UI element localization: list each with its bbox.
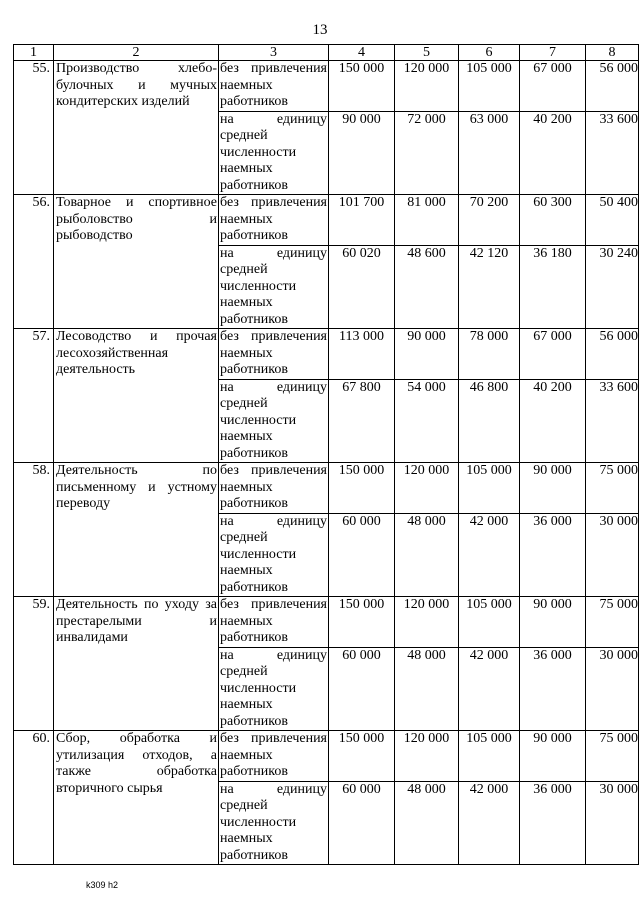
- row-number: 59.: [14, 597, 54, 731]
- document-code: k309 h2: [86, 880, 119, 890]
- column-header: 6: [459, 45, 520, 61]
- rate-value: 36 000: [520, 513, 586, 597]
- column-header: 2: [54, 45, 219, 61]
- rate-value: 90 000: [329, 111, 395, 195]
- rate-value: 56 000: [586, 329, 639, 380]
- rate-value: 60 300: [520, 195, 586, 246]
- rate-value: 90 000: [520, 597, 586, 648]
- column-header: 5: [395, 45, 459, 61]
- row-number: 60.: [14, 731, 54, 865]
- rate-value: 67 000: [520, 61, 586, 112]
- rate-value: 75 000: [586, 597, 639, 648]
- column-header: 7: [520, 45, 586, 61]
- condition-label: без привлечения наемных работников: [220, 731, 327, 779]
- condition-label: без привлечения наемных работников: [220, 463, 327, 511]
- row-number: 57.: [14, 329, 54, 463]
- rate-value: 72 000: [395, 111, 459, 195]
- rate-value: 120 000: [395, 463, 459, 514]
- rate-value: 48 000: [395, 513, 459, 597]
- condition-label: без привлечения наемных работников: [220, 61, 327, 109]
- activity-name: Деятельность по уходу за престарелыми и инвалидами: [54, 597, 219, 731]
- rate-value: 90 000: [395, 329, 459, 380]
- rate-value: 30 240: [586, 245, 639, 329]
- rate-value: 105 000: [459, 731, 520, 782]
- rate-value: 120 000: [395, 597, 459, 648]
- rate-value: 33 600: [586, 111, 639, 195]
- rate-value: 36 000: [520, 781, 586, 865]
- rate-value: 42 000: [459, 513, 520, 597]
- table-row: [14, 731, 639, 782]
- page-number: 13: [312, 22, 328, 38]
- rate-value: 90 000: [520, 731, 586, 782]
- rate-value: 150 000: [329, 597, 395, 648]
- activity-name: Товарное и спортивное рыболовство и рыбоводство: [54, 195, 219, 329]
- rate-value: 40 200: [520, 379, 586, 463]
- condition-label: на единицу средней численности наемных работников: [220, 245, 327, 327]
- rate-value: 75 000: [586, 463, 639, 514]
- column-header: 1: [14, 45, 54, 61]
- rate-value: 67 800: [329, 379, 395, 463]
- rate-value: 56 000: [586, 61, 639, 112]
- rate-value: 36 180: [520, 245, 586, 329]
- rate-value: 81 000: [395, 195, 459, 246]
- rate-value: 90 000: [520, 463, 586, 514]
- rate-value: 113 000: [329, 329, 395, 380]
- table-row: [14, 329, 639, 380]
- row-number: 58.: [14, 463, 54, 597]
- rate-value: 101 700: [329, 195, 395, 246]
- activity-name: Сбор, обработка и утилизация отходов, а также обработка вторичного сырья: [54, 731, 219, 865]
- rate-value: 120 000: [395, 731, 459, 782]
- rate-value: 42 000: [459, 781, 520, 865]
- rate-value: 30 000: [586, 513, 639, 597]
- rate-value: 150 000: [329, 731, 395, 782]
- rate-value: 67 000: [520, 329, 586, 380]
- rate-value: 46 800: [459, 379, 520, 463]
- rate-value: 48 600: [395, 245, 459, 329]
- condition-label: на единицу средней численности наемных работников: [220, 513, 327, 595]
- rate-value: 60 000: [329, 647, 395, 731]
- table-row: [14, 195, 639, 246]
- rate-value: 42 120: [459, 245, 520, 329]
- row-number: 55.: [14, 61, 54, 195]
- activity-name: Производство хлебо-булочных и мучных кондитерских изделий: [54, 61, 219, 195]
- condition-label: на единицу средней численности наемных работников: [220, 379, 327, 461]
- rate-value: 30 000: [586, 647, 639, 731]
- rate-value: 36 000: [520, 647, 586, 731]
- rate-value: 60 000: [329, 781, 395, 865]
- table-row: [14, 61, 639, 112]
- table-body: [14, 61, 639, 865]
- rate-value: 75 000: [586, 731, 639, 782]
- rate-value: 150 000: [329, 463, 395, 514]
- tax-rates-table: [13, 44, 639, 865]
- condition-label: без привлечения наемных работников: [220, 329, 327, 377]
- row-number: 56.: [14, 195, 54, 329]
- table-row: [14, 463, 639, 514]
- rate-value: 105 000: [459, 463, 520, 514]
- rate-value: 48 000: [395, 781, 459, 865]
- rate-value: 70 200: [459, 195, 520, 246]
- column-header: 4: [329, 45, 395, 61]
- column-header: 8: [586, 45, 639, 61]
- rate-value: 42 000: [459, 647, 520, 731]
- rate-value: 33 600: [586, 379, 639, 463]
- activity-name: Лесоводство и прочая лесохозяйственная деятельность: [54, 329, 219, 463]
- rate-value: 60 020: [329, 245, 395, 329]
- rate-value: 63 000: [459, 111, 520, 195]
- condition-label: на единицу средней численности наемных работников: [220, 111, 327, 193]
- rate-value: 105 000: [459, 61, 520, 112]
- table-row: [14, 597, 639, 648]
- rate-value: 150 000: [329, 61, 395, 112]
- condition-label: на единицу средней численности наемных работников: [220, 781, 327, 863]
- rate-value: 54 000: [395, 379, 459, 463]
- rate-value: 120 000: [395, 61, 459, 112]
- rate-value: 48 000: [395, 647, 459, 731]
- condition-label: на единицу средней численности наемных работников: [220, 647, 327, 729]
- rate-value: 50 400: [586, 195, 639, 246]
- rate-value: 40 200: [520, 111, 586, 195]
- rate-value: 78 000: [459, 329, 520, 380]
- column-number-row: [14, 45, 639, 61]
- rate-value: 60 000: [329, 513, 395, 597]
- column-header: 3: [219, 45, 329, 61]
- rate-value: 105 000: [459, 597, 520, 648]
- activity-name: Деятельность по письменному и устному переводу: [54, 463, 219, 597]
- condition-label: без привлечения наемных работников: [220, 195, 327, 243]
- rate-value: 30 000: [586, 781, 639, 865]
- condition-label: без привлечения наемных работников: [220, 597, 327, 645]
